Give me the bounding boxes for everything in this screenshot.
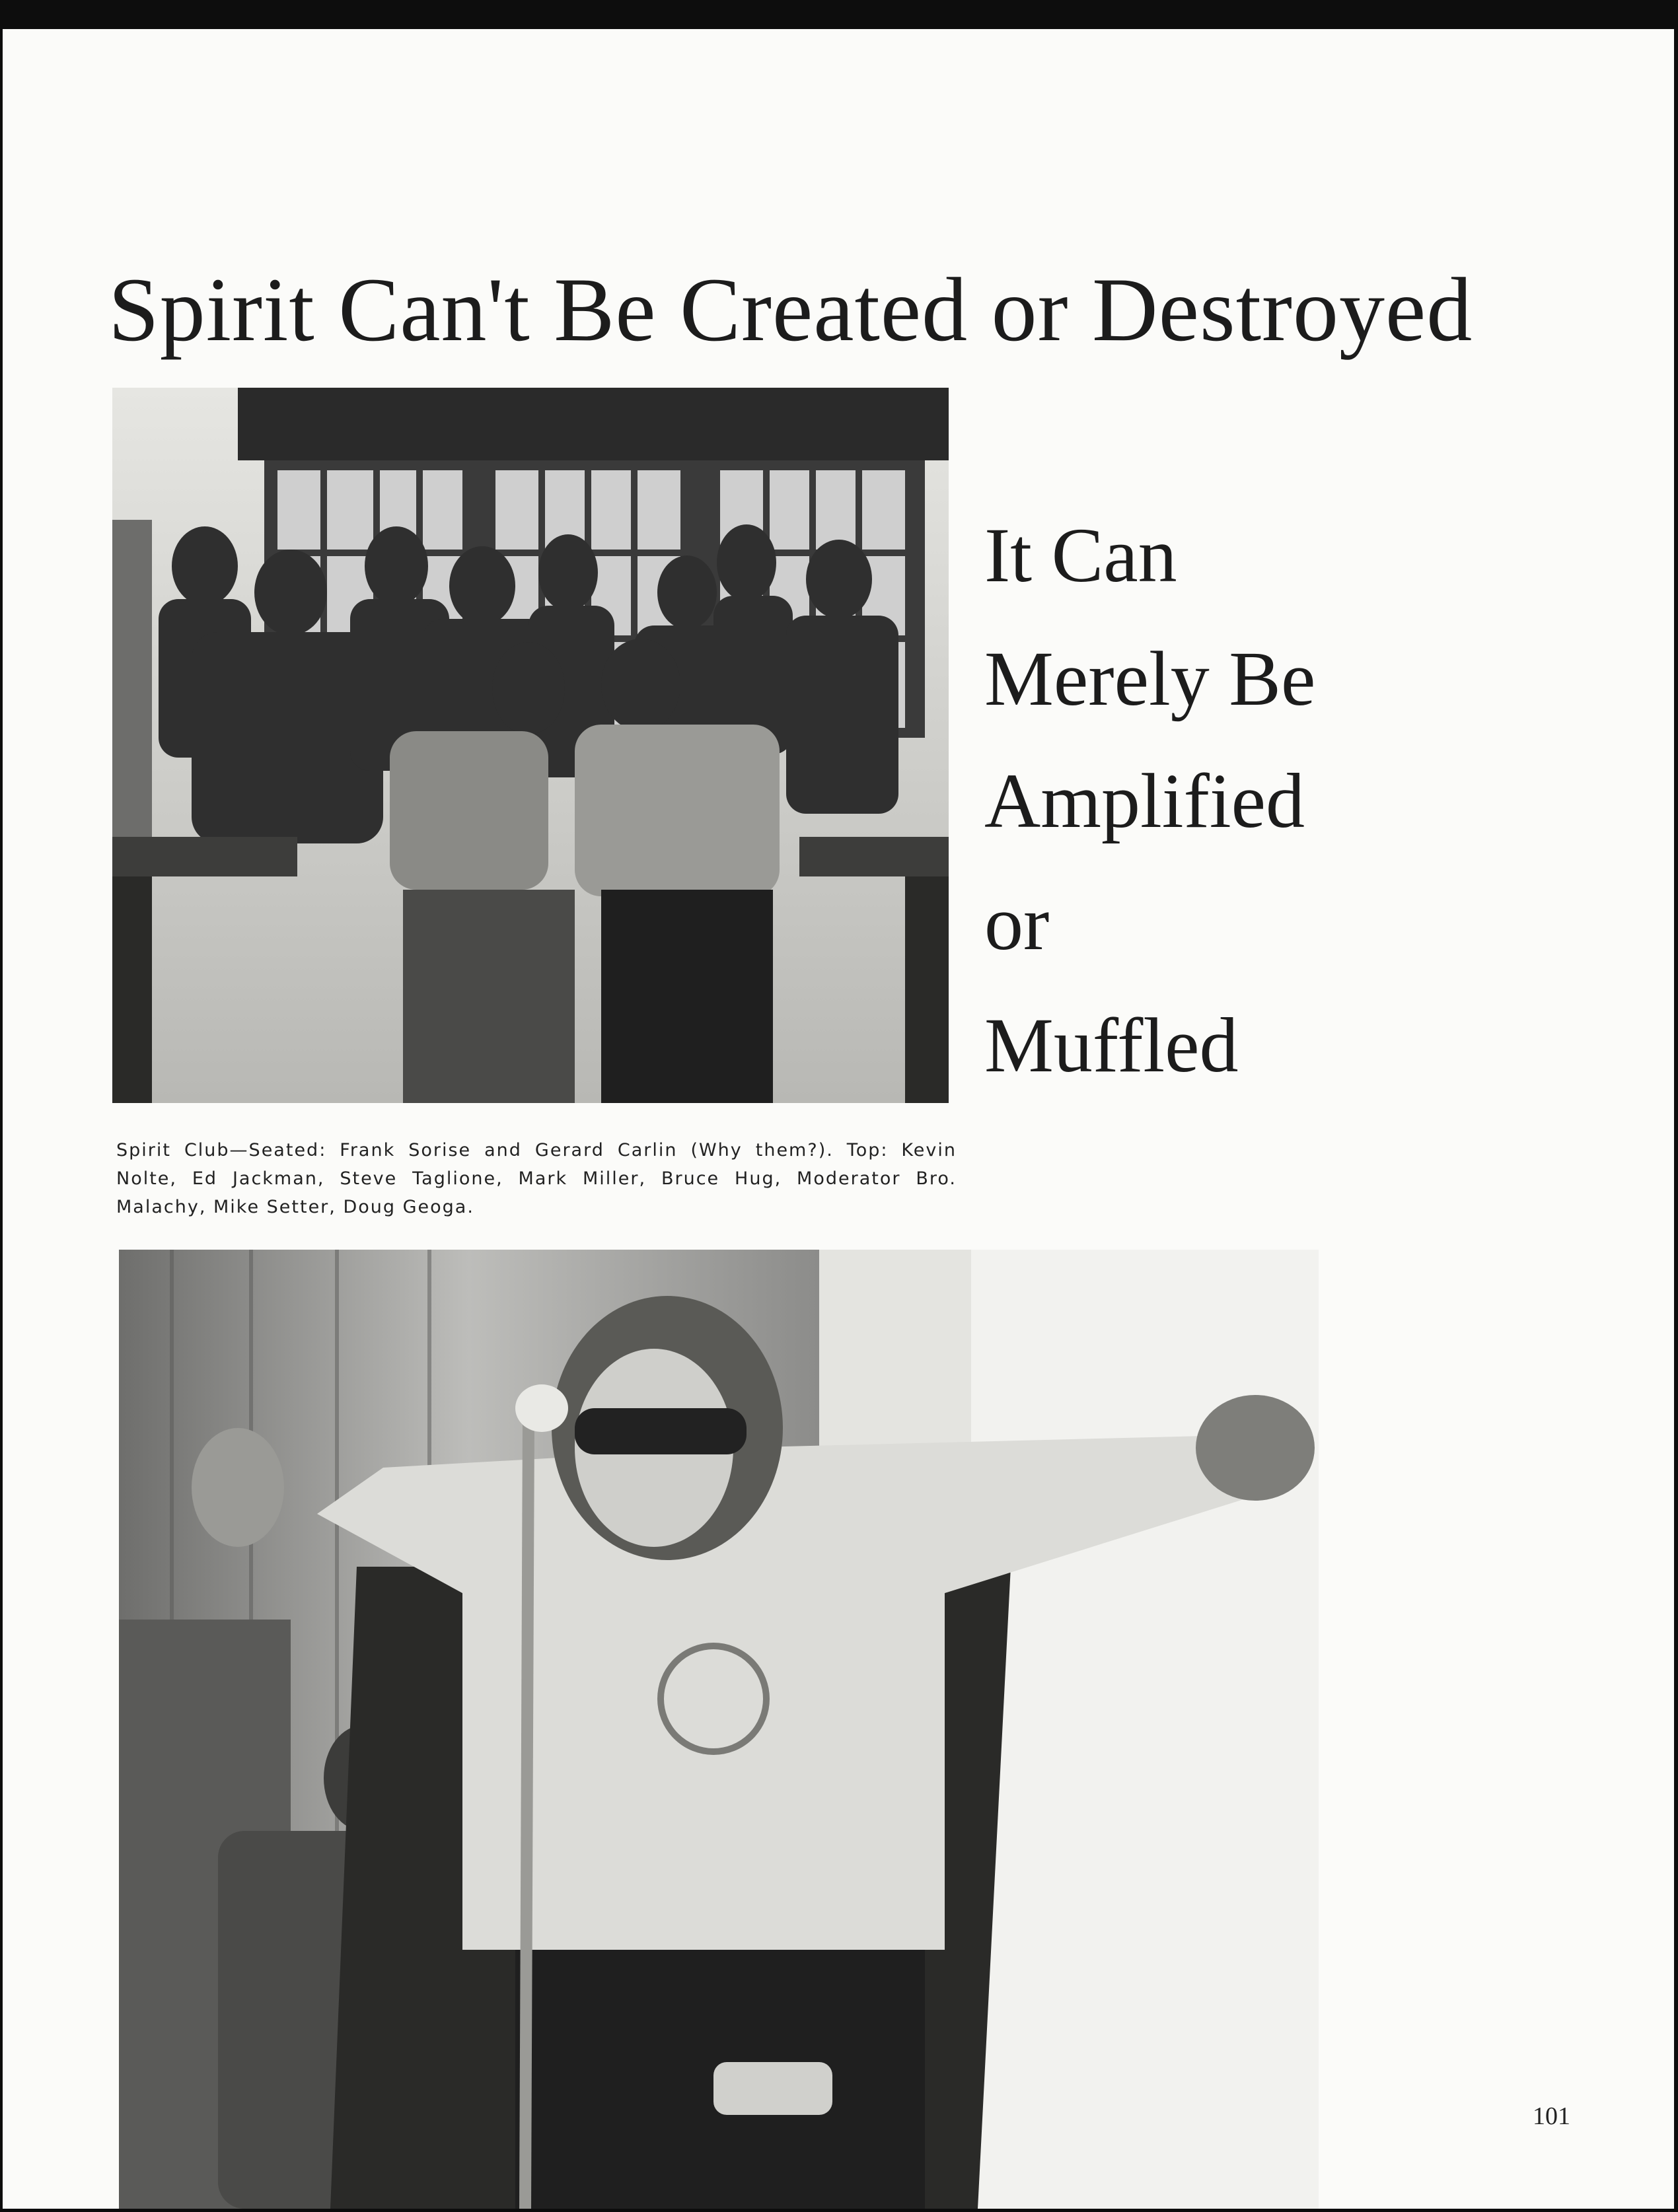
side-text-line-1: It Can <box>984 512 1177 598</box>
stage-photo <box>119 1250 1319 2209</box>
side-text-line-4: or <box>984 880 1050 966</box>
group-photo <box>112 388 949 1103</box>
stage-photo-image <box>119 1250 1319 2209</box>
page-title: Spirit Can't Be Created or Destroyed <box>108 259 1473 360</box>
group-photo-image <box>112 388 949 1103</box>
page-number: 101 <box>1533 2102 1570 2130</box>
photo-caption: Spirit Club—Seated: Frank Sorise and Gerard Carlin (Why them?). Top: Kevin Nolte, Ed Jackman, Steve Taglione, Mark Miller, Bruce Hug, Moderator Bro. Malachy, Mike Setter, Doug Geoga. <box>116 1140 957 1217</box>
side-text-line-3: Amplified <box>984 758 1305 844</box>
side-text-line-5: Muffled <box>984 1002 1239 1088</box>
side-text-line-2: Merely Be <box>984 635 1316 722</box>
yearbook-page <box>3 29 1674 2209</box>
